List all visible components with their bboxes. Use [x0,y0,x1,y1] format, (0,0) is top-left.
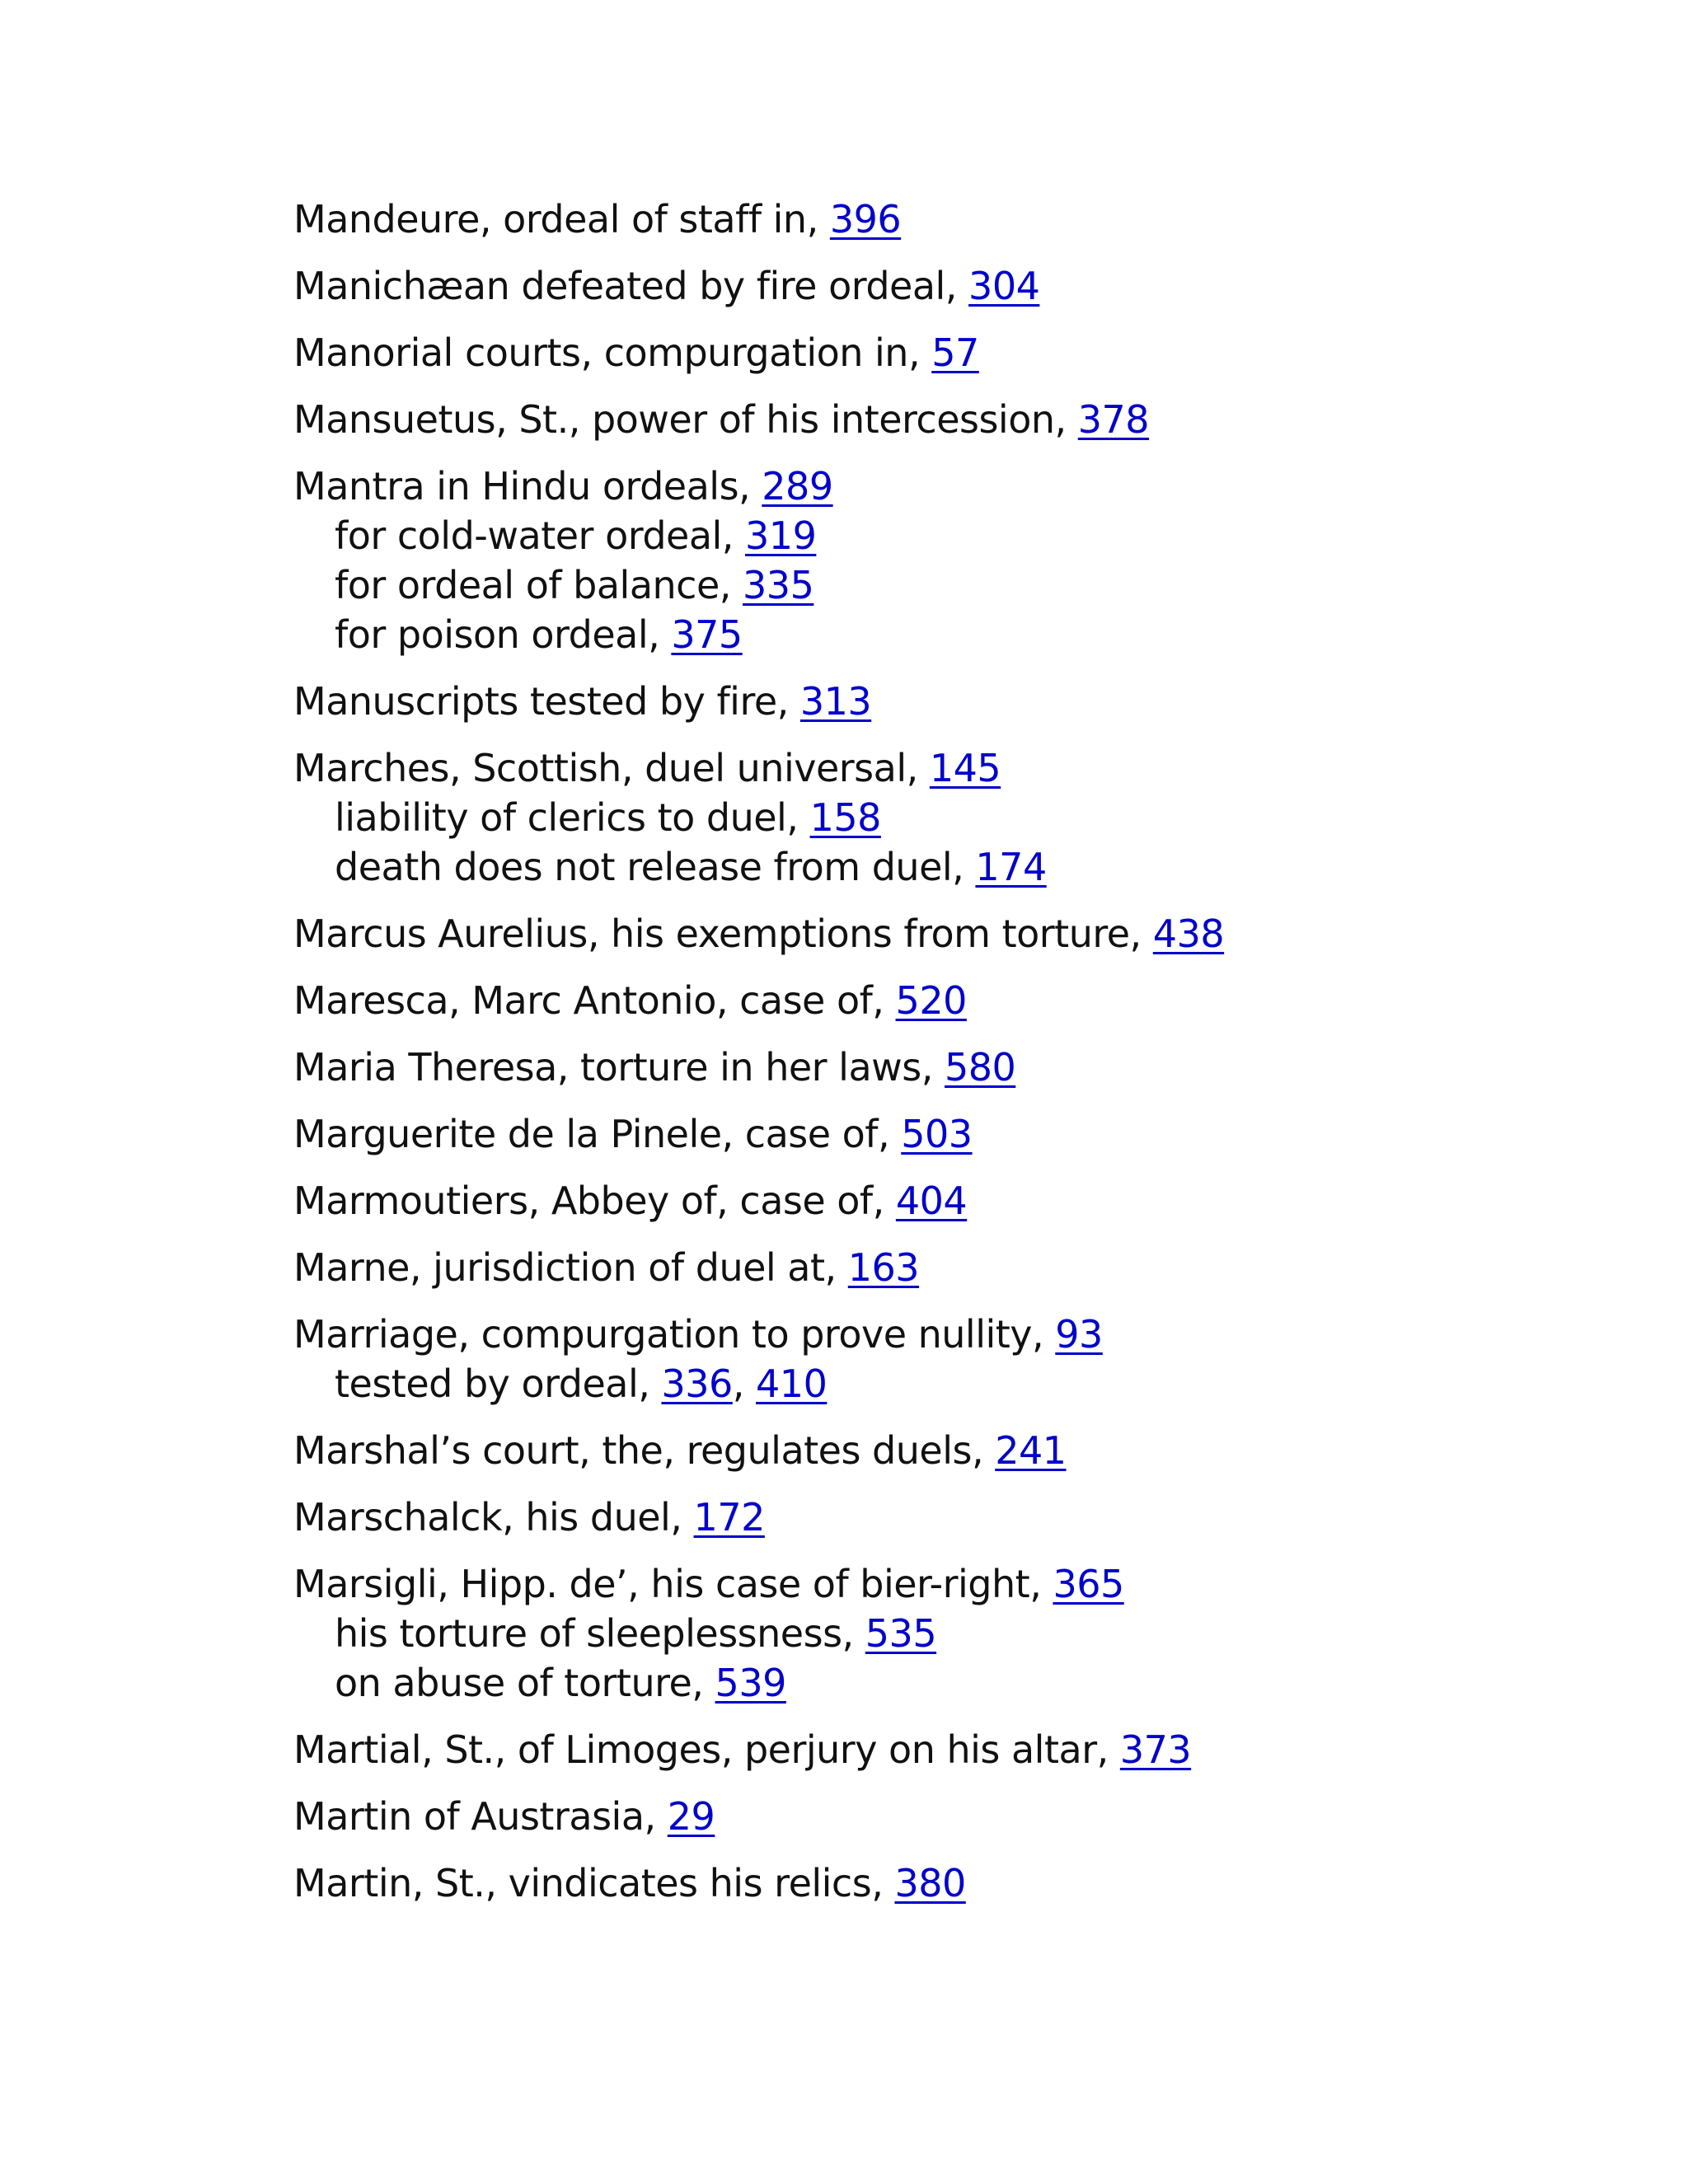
entry-text: Martin, St., vindicates his relics, [293,1861,895,1905]
ref-separator: , [732,1361,757,1406]
page-ref-link[interactable]: 373 [1119,1727,1192,1772]
index-heading [293,194,1612,244]
entry-text: his torture of sleeplessness, [335,1611,865,1656]
page-ref-link[interactable]: 365 [1053,1562,1124,1606]
page-ref-link[interactable]: 404 [895,1179,968,1223]
entry-text: Martin of Austrasia, [293,1794,668,1839]
entry-text: Manorial courts, compurgation in, [293,330,932,375]
index-heading [293,261,1612,311]
index-entry [293,1725,1612,1774]
index-entry [293,194,1612,244]
entry-text: Maria Theresa, torture in her laws, [293,1045,945,1090]
index-entry [293,1858,1612,1908]
index-entry [293,743,1612,892]
entry-text: Marches, Scottish, duel universal, [293,746,930,790]
index-entry [293,1310,1612,1408]
page-ref-link[interactable]: 539 [715,1661,786,1705]
index-heading [293,1176,1612,1226]
entry-text: on abuse of torture, [335,1661,715,1705]
page-ref-link[interactable]: 145 [929,746,1001,790]
index-heading [293,976,1612,1025]
page-ref-link[interactable]: 241 [995,1428,1067,1473]
index-heading [293,395,1612,444]
index-entry [293,462,1612,659]
entry-text: Marmoutiers, Abbey of, case of, [293,1179,896,1223]
page-ref-link[interactable]: 580 [945,1045,1016,1090]
index-entry [293,395,1612,444]
page-ref-link[interactable]: 520 [895,978,967,1023]
index-heading [293,1043,1612,1092]
index-subentry [293,1609,1612,1658]
index-heading [293,1109,1612,1159]
entry-text: Marsigli, Hipp. de’, his case of bier-right, [293,1562,1053,1606]
page-ref-link[interactable]: 57 [931,330,979,375]
entry-text: Marguerite de la Pinele, case of, [293,1112,902,1156]
index-entry [293,1243,1612,1292]
index-subentry [293,793,1612,842]
index-entry [293,1109,1612,1159]
entry-text: Mansuetus, St., power of his intercession, [293,397,1078,442]
index-heading [293,677,1612,726]
page-ref-link[interactable]: 289 [762,464,833,509]
page-ref-link[interactable]: 375 [671,612,743,657]
index-subentry [293,511,1612,560]
page-ref-link[interactable]: 158 [809,795,881,840]
index-heading [293,1858,1612,1908]
page-ref-link[interactable]: 174 [975,845,1047,889]
index-subentry [293,842,1612,892]
index-heading [293,909,1612,958]
entry-text: Martial, St., of Limoges, perjury on his altar, [293,1727,1120,1772]
index-heading [293,328,1612,377]
index-heading [293,1243,1612,1292]
entry-text: Mantra in Hindu ordeals, [293,464,762,509]
entry-text: for poison ordeal, [335,612,672,657]
index-entry [293,1043,1612,1092]
index-heading [293,1725,1612,1774]
page-ref-link[interactable]: 535 [865,1611,937,1656]
page-ref-link[interactable]: 503 [901,1112,973,1156]
page-ref-link[interactable]: 172 [693,1495,765,1540]
index-entry [293,261,1612,311]
index-entry [293,1176,1612,1226]
page-ref-link[interactable]: 313 [799,679,872,724]
entry-text: Marshal’s court, the, regulates duels, [293,1428,996,1473]
page-ref-link[interactable]: 378 [1077,397,1150,442]
index-page [293,194,1612,1925]
entry-text: Marne, jurisdiction of duel at, [293,1245,848,1290]
page-ref-link[interactable]: 336 [661,1361,733,1406]
entry-text: liability of clerics to duel, [335,795,810,840]
index-entry [293,1493,1612,1542]
page-ref-link[interactable]: 304 [968,264,1040,308]
page-ref-link[interactable]: 410 [756,1361,828,1406]
page-ref-link[interactable]: 396 [829,197,902,241]
page-ref-link[interactable]: 163 [847,1245,920,1290]
entry-text: Marschalck, his duel, [293,1495,694,1540]
index-subentry [293,610,1612,659]
page-ref-link[interactable]: 335 [743,563,814,607]
index-subentry [293,1359,1612,1408]
index-heading [293,743,1612,793]
page-ref-link[interactable]: 29 [667,1794,715,1839]
index-heading [293,1426,1612,1475]
page-ref-link[interactable]: 93 [1055,1312,1103,1357]
page-ref-link[interactable]: 319 [745,513,817,558]
index-entry [293,328,1612,377]
entry-text: Manuscripts tested by fire, [293,679,800,724]
entry-text: Maresca, Marc Antonio, case of, [293,978,896,1023]
entry-text: for cold-water ordeal, [335,513,746,558]
index-subentry [293,1658,1612,1708]
index-heading [293,1792,1612,1841]
index-entry [293,1559,1612,1708]
entry-text: death does not release from duel, [335,845,976,889]
index-heading [293,462,1612,511]
index-heading [293,1493,1612,1542]
entry-text: Manichæan defeated by fire ordeal, [293,264,969,308]
entry-text: for ordeal of balance, [335,563,743,607]
index-entry [293,909,1612,958]
index-entry [293,677,1612,726]
entry-text: Marcus Aurelius, his exemptions from torture, [293,912,1153,956]
index-entry [293,1792,1612,1841]
index-entry [293,976,1612,1025]
entry-text: tested by ordeal, [335,1361,662,1406]
page-ref-link[interactable]: 438 [1152,912,1225,956]
page-ref-link[interactable]: 380 [894,1861,966,1905]
index-entry [293,1426,1612,1475]
entry-text: Marriage, compurgation to prove nullity, [293,1312,1056,1357]
index-heading [293,1559,1612,1609]
index-subentry [293,560,1612,610]
index-heading [293,1310,1612,1359]
entry-text: Mandeure, ordeal of staff in, [293,197,830,241]
